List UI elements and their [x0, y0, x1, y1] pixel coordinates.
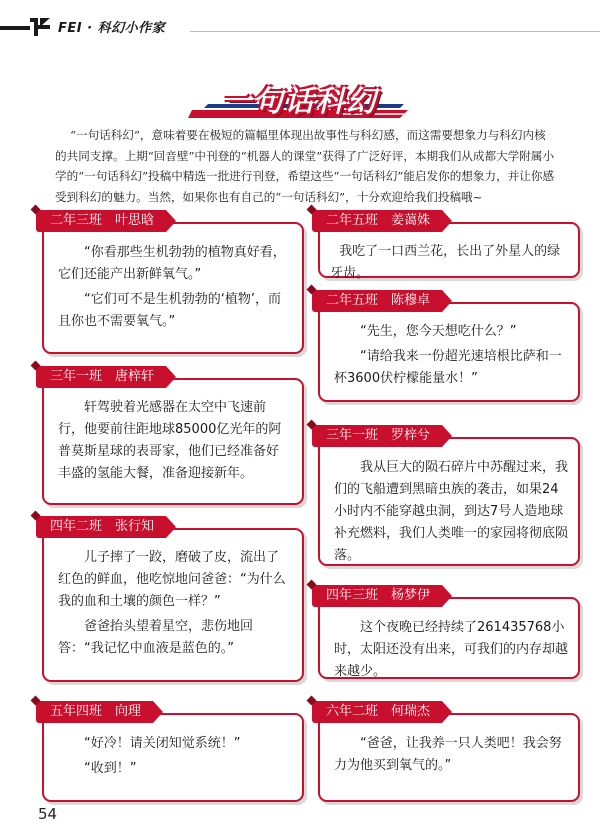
entry-text — [58, 547, 290, 663]
entry-text — [58, 733, 290, 783]
entry-text — [334, 321, 568, 393]
entry-card — [42, 704, 304, 802]
entry-text — [58, 242, 290, 336]
page-header — [0, 0, 600, 40]
entry-card — [42, 213, 304, 354]
entry-author: 四年三班 杨梦伊 — [312, 585, 442, 607]
entry-card — [318, 588, 580, 679]
entry-line: 我从巨大的陨石碎片中苏醒过来，我们的飞船遭到黑暗虫族的袭击，如果24小时内不能穿越虫洞，到达7号人造地球补充燃料，我们人类唯一的家园将彻底陨落。 — [334, 460, 569, 563]
entry-author: 二年五班 姜蔼姝 — [312, 210, 442, 232]
entry-text — [330, 241, 570, 288]
title-banner — [188, 76, 412, 120]
entry-author: 二年三班 叶思晗 — [36, 210, 166, 232]
entry-author: 三年一班 唐梓轩 — [36, 366, 166, 388]
entry-line: “请给我来一份超光速培根比萨和一杯3600伏柠檬能量水！” — [334, 349, 562, 386]
entry-line: “你看那些生机勃勃的植物真好看，它们还能产出新鲜氧气。” — [58, 245, 286, 282]
entry-author: 五年四班 向理 — [36, 701, 153, 723]
section-brand: FEI · 科幻小作家 — [58, 21, 166, 36]
entry-author: 六年二班 何瑞杰 — [312, 701, 442, 723]
entry-author: 二年五班 陈穆卓 — [312, 290, 442, 312]
entry-text — [334, 733, 568, 780]
entry-card — [318, 704, 580, 802]
entry-line: 我吃了一口西兰花，长出了外星人的绿牙齿。 — [330, 244, 561, 281]
entry-author: 三年一班 罗梓兮 — [312, 425, 442, 447]
intro-paragraph: “一句话科幻”，意味着要在极短的篇幅里体现出故事性与科幻感，而这需要想象力与科幻内核的共同支撑。上期“回音壁”中刊登的“机器人的课堂”获得了广泛好评，本期我们从成都大学附属小学的“一句话科幻”投稿中精选一批进行刊登，希望这些“一句话科幻”能启发你的想象力，并让你感受到科幻的魅力。当然，如果你也有自己的“一句话科幻”，十分欢迎给我们投稿哦~ — [55, 128, 555, 204]
entry-card — [318, 213, 580, 281]
entry-card — [318, 293, 580, 402]
entry-line: “好冷！请关闭知觉系统！” — [84, 736, 241, 751]
entry-line: 这个夜晚已经持续了261435768小时，太阳还没有出来，可我们的内存却越来越少。 — [334, 620, 569, 679]
entry-line: “它们可不是生机勃勃的‘植物’，而且你也不需要氧气。” — [58, 292, 281, 329]
entry-card — [318, 428, 580, 566]
header-bar — [0, 26, 30, 30]
entry-line: “爸爸，让我养一只人类吧！我会努力为他买到氧气的。” — [334, 736, 562, 773]
entry-line: 儿子摔了一跤，磨破了皮，流出了红色的鲜血，他吃惊地问爸爸：“为什么我的血和土壤的颜色一样？” — [58, 550, 286, 609]
entry-line: 轩驾驶着光感器在太空中飞速前行，他要前往距地球85000亿光年的阿普莫斯星球的表哥家，他们已经准备好丰盛的氢能大餐，准备迎接新年。 — [58, 400, 282, 481]
entry-card — [42, 519, 304, 682]
entry-line: “收到！” — [84, 761, 137, 776]
entry-text — [58, 397, 290, 488]
entry-card — [42, 369, 304, 505]
entry-author: 四年二班 张行知 — [36, 516, 166, 538]
entry-line: “先生，您今天想吃什么？” — [360, 324, 517, 339]
header-rule — [190, 31, 600, 32]
magazine-logo-icon — [28, 14, 52, 38]
page-number: 54 — [38, 805, 58, 823]
entry-line: 爸爸抬头望着星空，悲伤地回答：“我记忆中血液是蓝色的。” — [58, 619, 254, 656]
entry-text — [334, 457, 568, 570]
page-title: 一句话科幻 — [222, 84, 378, 118]
entry-text — [334, 617, 568, 686]
